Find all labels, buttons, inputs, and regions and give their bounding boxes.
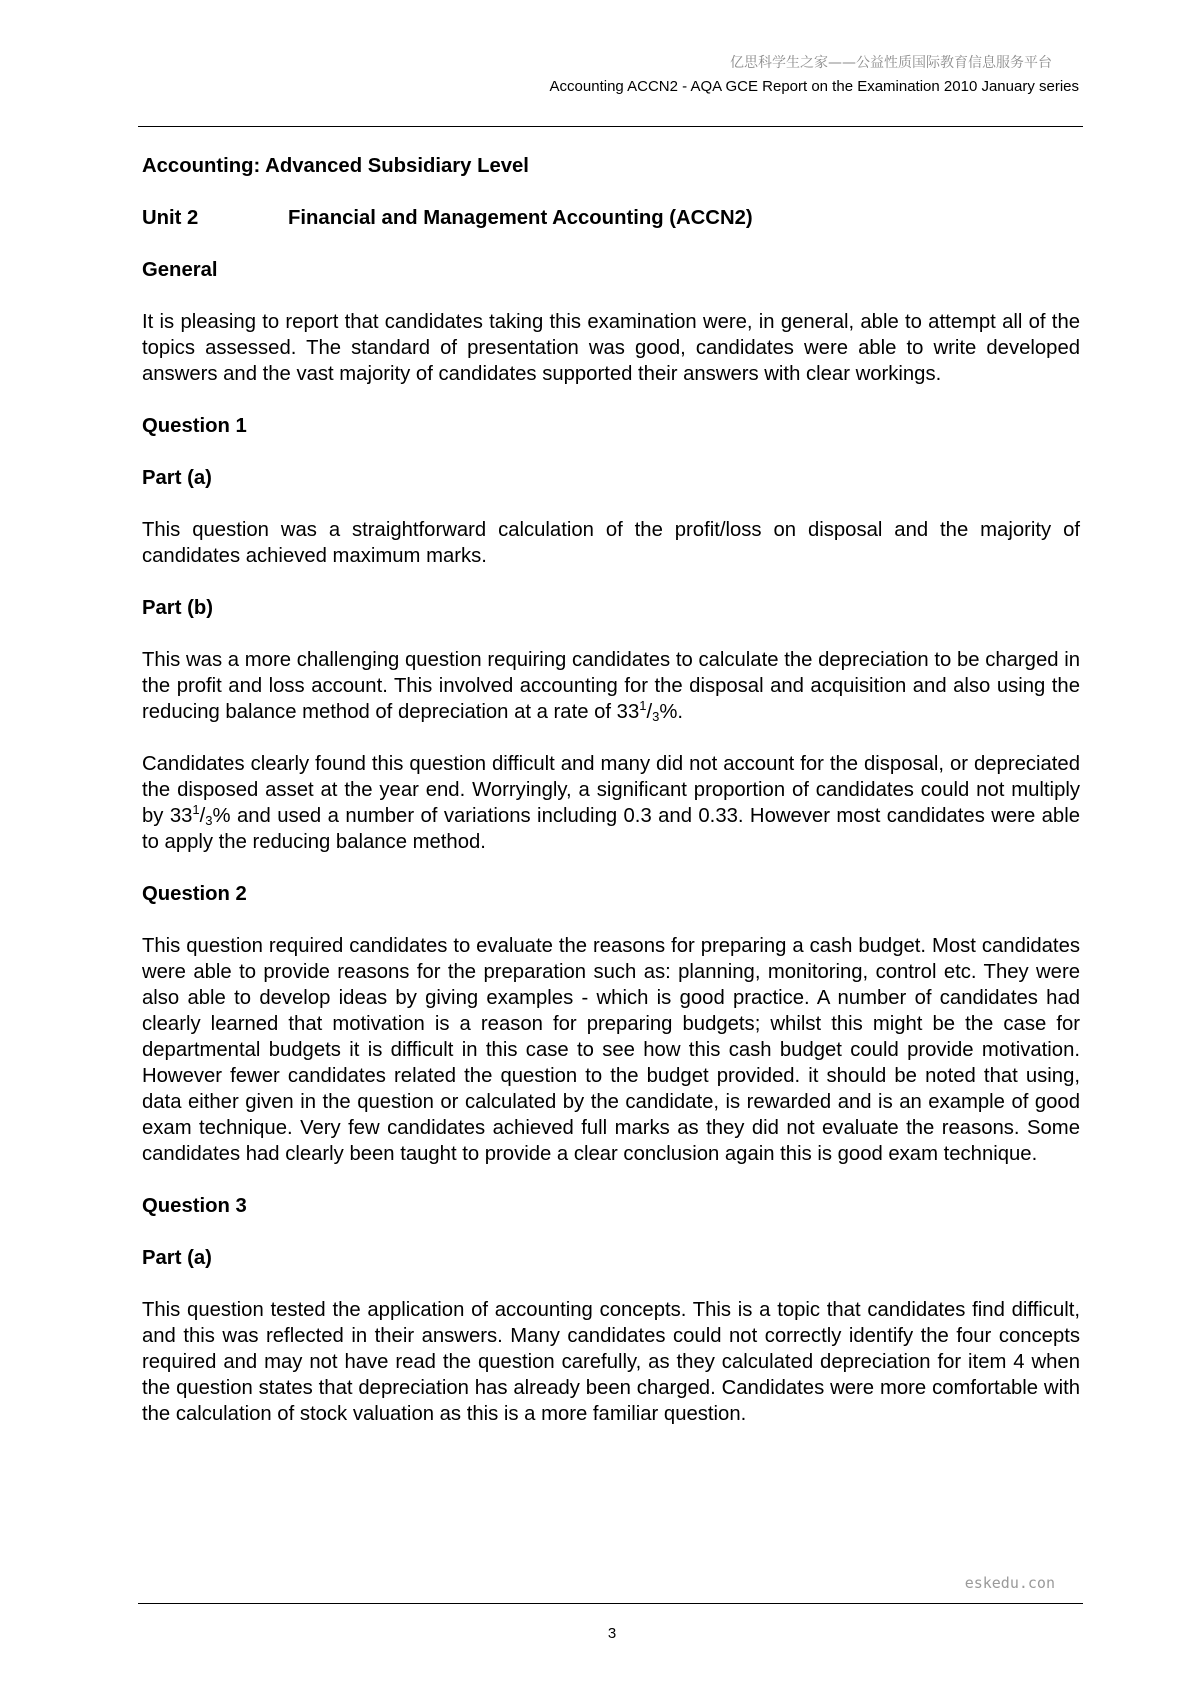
- question-3-part-a-paragraph: This question tested the application of accounting concepts. This is a topic that candidates find difficult, and this was reflected in their answers. Many candidates could not correctly identify the four concepts required and may not have read the question carefully, as they calculated depreciation for item 4 when the question states that depreciation has already been charged. Candidates were more comfortable with the calculation of stock valuation as this is a more familiar question.: [142, 1299, 1080, 1425]
- general-paragraph: It is pleasing to report that candidates taking this examination were, in general, able to attempt all of the topics assessed. The standard of presentation was good, candidates were able to write developed answers and the vast majority of candidates supported their answers with clear workings.: [142, 311, 1080, 385]
- header-divider: [138, 126, 1083, 127]
- fraction-denominator: 3: [652, 709, 660, 724]
- question-1-part-a-paragraph: This question was a straightforward calculation of the profit/loss on disposal and the majority of candidates achieved maximum marks.: [142, 519, 1080, 567]
- level-heading: Accounting: Advanced Subsidiary Level: [142, 155, 529, 177]
- unit-heading: [142, 205, 1080, 231]
- fraction-numerator: 1: [639, 698, 647, 713]
- question-1-heading: Question 1: [142, 415, 247, 437]
- question-1-part-b-paragraph-1: [142, 647, 1080, 725]
- unit-title: Financial and Management Accounting (ACCN2): [288, 207, 753, 229]
- question-1-part-b-heading: Part (b): [142, 597, 213, 619]
- document-body: [142, 153, 1080, 1453]
- question-3-part-a-heading: Part (a): [142, 1247, 212, 1269]
- paragraph-text: Candidates clearly found this question difficult and many did not account for the disposal, or depreciated the disposed asset at the year end. Worryingly, a significant proportion of candidates could not multiply by 33: [142, 753, 1080, 827]
- question-2-paragraph: This question required candidates to evaluate the reasons for preparing a cash budget. Most candidates were able to provide reasons for the preparation such as: planning, monitoring, control etc. They were also able to develop ideas by giving examples - which is good practice. A number of candidates had clearly learned that motivation is a reason for preparing budgets; whilst this might be the case for departmental budgets it is difficult in this case to see how this cash budget could provide motivation. However fewer candidates related the question to the budget provided. it should be noted that using, data either given in the question or calculated by the candidate, is rewarded and is an example of good exam technique. Very few candidates achieved full marks as they did not evaluate the reasons. Some candidates had clearly been taught to provide a clear conclusion again this is good exam technique.: [142, 935, 1080, 1165]
- header-watermark: 亿思科学生之家——公益性质国际教育信息服务平台: [730, 55, 1052, 71]
- question-3-heading: Question 3: [142, 1195, 247, 1217]
- unit-label: Unit 2: [142, 207, 199, 229]
- fraction-slash: /: [646, 701, 653, 723]
- fraction-denominator: 3: [205, 813, 213, 828]
- footer-divider: [138, 1603, 1083, 1604]
- paragraph-text: %.: [659, 701, 684, 723]
- general-heading: General: [142, 259, 218, 281]
- question-1-part-a-heading: Part (a): [142, 467, 212, 489]
- header-title: Accounting ACCN2 - AQA GCE Report on the Examination 2010 January series: [549, 78, 1079, 95]
- footer-watermark: eskedu.con: [964, 1574, 1055, 1592]
- question-1-part-b-paragraph-2: [142, 751, 1080, 855]
- paragraph-text: % and used a number of variations including 0.3 and 0.33. However most candidates were able to apply the reducing balance method.: [142, 805, 1080, 853]
- fraction-slash: /: [199, 805, 206, 827]
- page-number: 3: [607, 1625, 617, 1642]
- question-2-heading: Question 2: [142, 883, 247, 905]
- paragraph-text: This was a more challenging question requiring candidates to calculate the depreciation to be charged in the profit and loss account. This involved accounting for the disposal and acquisition and also using the reducing balance method of depreciation at a rate of 33: [142, 649, 1080, 723]
- fraction-numerator: 1: [192, 802, 200, 817]
